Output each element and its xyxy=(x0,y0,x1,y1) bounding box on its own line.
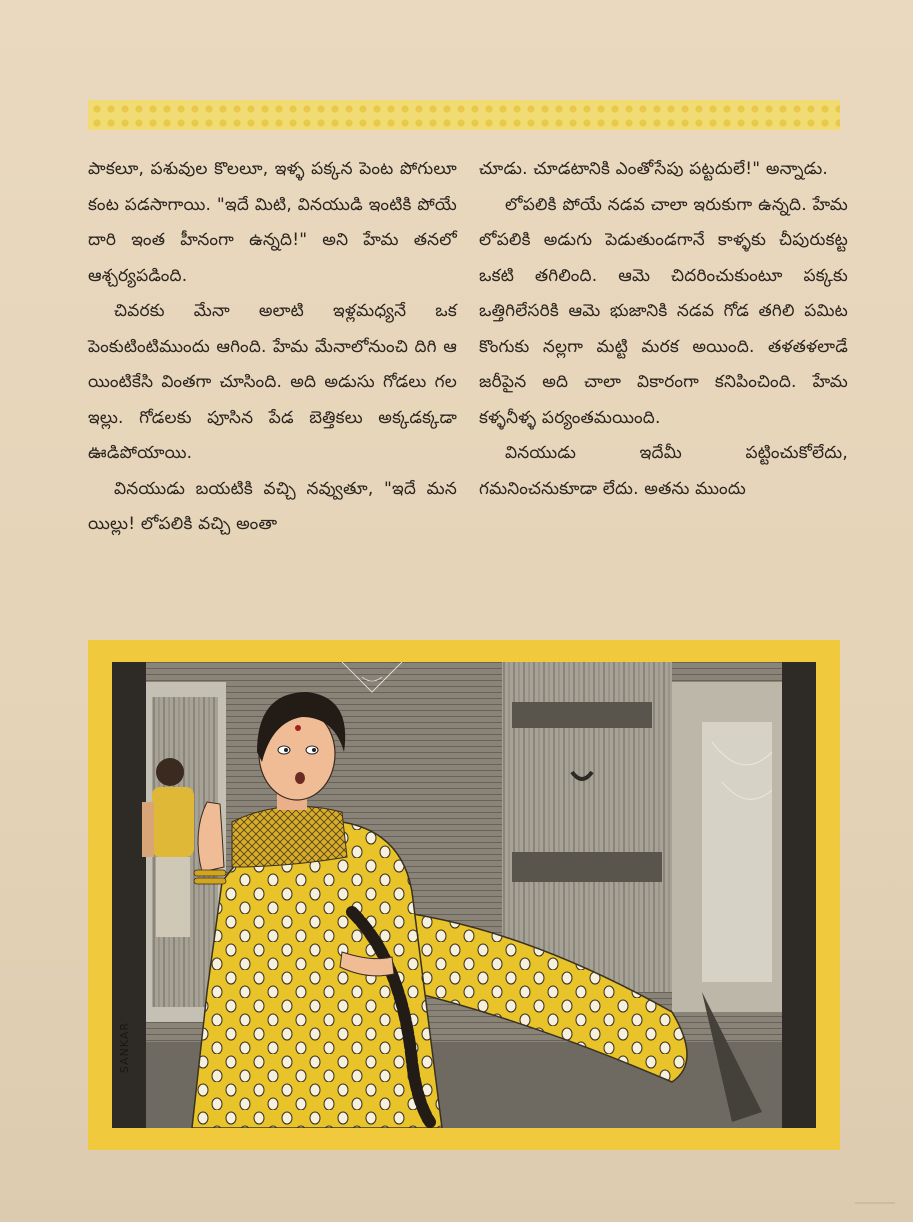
page-corner-mark xyxy=(855,1168,895,1204)
paragraph: చివరకు మేనా అలాటి ఇళ్లమధ్యనే ఒక పెంకుటింటిముందు ఆగింది. హేమ మేనాలోనుంచి దిగి ఆ యింటికేసి వింతగా చూసింది. అది అడుసు గోడలు గల ఇల్లు. గోడలకు పూసిన పేడ బెత్తికలు అక్కడక్కడా ఊడిపోయాయి. xyxy=(88,301,457,463)
paragraph: వినయుడు బయటికి వచ్చి నవ్వుతూ, "ఇదే మన యిల్లు! లోపలికి వచ్చి అంతా xyxy=(88,478,457,534)
decorative-border xyxy=(88,100,840,130)
text-column-right xyxy=(479,152,848,622)
text-column-left xyxy=(88,152,457,622)
paragraph: వినయుడు ఇదేమీ పట్టించుకోలేదు, గమనించనుకూడా లేదు. అతను ముందు xyxy=(479,443,848,499)
illustration xyxy=(112,662,816,1128)
paragraph: లోపలికి పోయే నడవ చాలా ఇరుకుగా ఉన్నది. హేమ లోపలికి అడుగు పెడుతుండగానే కాళ్ళకు చీపురుకట్ట ఒకటి తగిలింది. ఆమె చిదరించుకుంటూ పక్కకు ఒత్తిగిలేసరికి ఆమె భుజానికి నడవ గోడ తగిలి పమిట కొంగుకు నల్లగా మట్టి మరక అయింది. తళతళలాడే జరీపైన అది చాలా వికారంగా కనిపించింది. హేమ కళ్ళనీళ్ళ పర్యంతమయింది. xyxy=(479,194,848,428)
artist-signature: SANKAR xyxy=(118,1022,131,1074)
paragraph: పాకలూ, పశువుల కొలలూ, ఇళ్ళ పక్కన పెంట పోగులూ కంట పడసాగాయి. "ఇదే మిటి, వినయుడి ఇంటికి పోయే దారి ఇంత హీనంగా ఉన్నది!" అని హేమ తనలో ఆశ్చర్యపడింది. xyxy=(88,159,457,286)
article-text xyxy=(88,152,848,622)
illustration-frame xyxy=(88,640,840,1150)
paragraph: చూడు. చూడటానికి ఎంతోసేపు పట్టదులే!" అన్నాడు. xyxy=(479,159,829,179)
illustration-drawing xyxy=(112,662,816,1128)
